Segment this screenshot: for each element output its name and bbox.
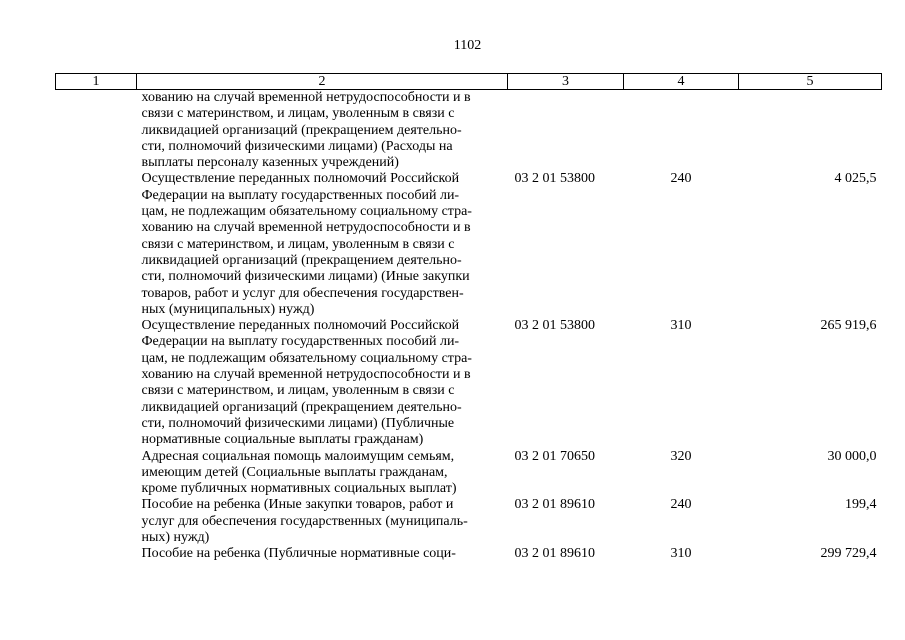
row-expense-type bbox=[624, 90, 739, 172]
description-line: Осуществление переданных полномочий Российской bbox=[141, 318, 460, 334]
description-line: хованию на случай временной нетрудоспособности и в bbox=[141, 90, 471, 105]
row-description bbox=[56, 171, 508, 318]
row-code: 03 2 01 53800 bbox=[514, 318, 595, 334]
description-line: услуг для обеспечения государственных (муниципаль- bbox=[141, 513, 468, 529]
description-line: Пособие на ребенка (Публичные нормативные соци- bbox=[141, 546, 456, 562]
description-line: связи с материнством, и лицам, уволенным в связи с bbox=[141, 106, 455, 122]
row-amount bbox=[739, 90, 882, 172]
row-description bbox=[56, 90, 508, 172]
description-line: товаров, работ и услуг для обеспечения государствен- bbox=[141, 285, 464, 301]
description-line: Пособие на ребенка (Иные закупки товаров, работ и bbox=[141, 497, 454, 513]
description-line: сти, полномочий физическими лицами) (Расходы на bbox=[141, 138, 453, 154]
column-header-4: 4 bbox=[624, 74, 739, 90]
description-line: ликвидацией организаций (прекращением деятельно- bbox=[141, 252, 462, 268]
description-line: выплаты персоналу казенных учреждений) bbox=[141, 155, 399, 171]
row-expense-type: 310 bbox=[670, 318, 692, 334]
row-code: 03 2 01 53800 bbox=[514, 171, 595, 187]
row-expense-type: 240 bbox=[670, 497, 692, 513]
description-line: хованию на случай временной нетрудоспособности и в bbox=[141, 220, 471, 236]
row-description bbox=[56, 318, 508, 448]
description-line: имеющим детей (Социальные выплаты гражданам, bbox=[141, 464, 448, 480]
column-header-2: 2 bbox=[137, 74, 508, 90]
table-row bbox=[56, 318, 882, 448]
row-amount: 199,4 bbox=[845, 497, 877, 513]
description-line: цам, не подлежащим обязательному социальному стра- bbox=[141, 350, 472, 366]
description-line: связи с материнством, и лицам, уволенным в связи с bbox=[141, 383, 455, 399]
description-line: хованию на случай временной нетрудоспособности и в bbox=[141, 367, 471, 383]
row-code: 03 2 01 89610 bbox=[514, 497, 595, 513]
table-row bbox=[56, 497, 882, 546]
description-line: сти, полномочий физическими лицами) (Публичные bbox=[141, 415, 455, 431]
column-header-5: 5 bbox=[739, 74, 882, 90]
description-line: кроме публичных нормативных социальных выплат) bbox=[141, 481, 457, 497]
description-line: сти, полномочий физическими лицами) (Иные закупки bbox=[141, 269, 470, 285]
row-amount: 265 919,6 bbox=[820, 318, 877, 334]
description-line: нормативные социальные выплаты гражданам) bbox=[141, 432, 424, 448]
budget-table bbox=[55, 73, 882, 563]
description-line: связи с материнством, и лицам, уволенным в связи с bbox=[141, 236, 455, 252]
row-description bbox=[56, 546, 508, 562]
description-line: цам, не подлежащим обязательному социальному стра- bbox=[141, 204, 472, 220]
description-line: ликвидацией организаций (прекращением деятельно- bbox=[141, 399, 462, 415]
table-row bbox=[56, 90, 882, 172]
column-header-1: 1 bbox=[56, 74, 137, 90]
description-line: Адресная социальная помощь малоимущим семьям, bbox=[141, 448, 455, 464]
page-number: 1102 bbox=[453, 38, 482, 53]
column-header-3: 3 bbox=[508, 74, 624, 90]
description-line: ных (муниципальных) нужд) bbox=[141, 301, 315, 317]
table-body bbox=[56, 90, 882, 563]
row-expense-type: 320 bbox=[670, 448, 692, 464]
row-amount: 299 729,4 bbox=[820, 546, 877, 562]
row-amount: 4 025,5 bbox=[834, 171, 877, 187]
row-description bbox=[56, 449, 508, 498]
row-code: 03 2 01 70650 bbox=[514, 448, 595, 464]
table-header-row bbox=[56, 74, 882, 90]
row-code bbox=[508, 90, 624, 172]
description-line: Осуществление переданных полномочий Российской bbox=[141, 171, 460, 187]
description-line: Федерации на выплату государственных пособий ли- bbox=[141, 187, 460, 203]
row-amount: 30 000,0 bbox=[827, 448, 877, 464]
description-line: ных) нужд) bbox=[141, 530, 210, 546]
table-row bbox=[56, 546, 882, 562]
row-expense-type: 240 bbox=[670, 171, 692, 187]
row-code: 03 2 01 89610 bbox=[514, 546, 595, 562]
row-expense-type: 310 bbox=[670, 546, 692, 562]
description-line: Федерации на выплату государственных пособий ли- bbox=[141, 334, 460, 350]
row-description bbox=[56, 497, 508, 546]
description-line: ликвидацией организаций (прекращением деятельно- bbox=[141, 122, 462, 138]
table-row bbox=[56, 171, 882, 318]
table-row bbox=[56, 449, 882, 498]
